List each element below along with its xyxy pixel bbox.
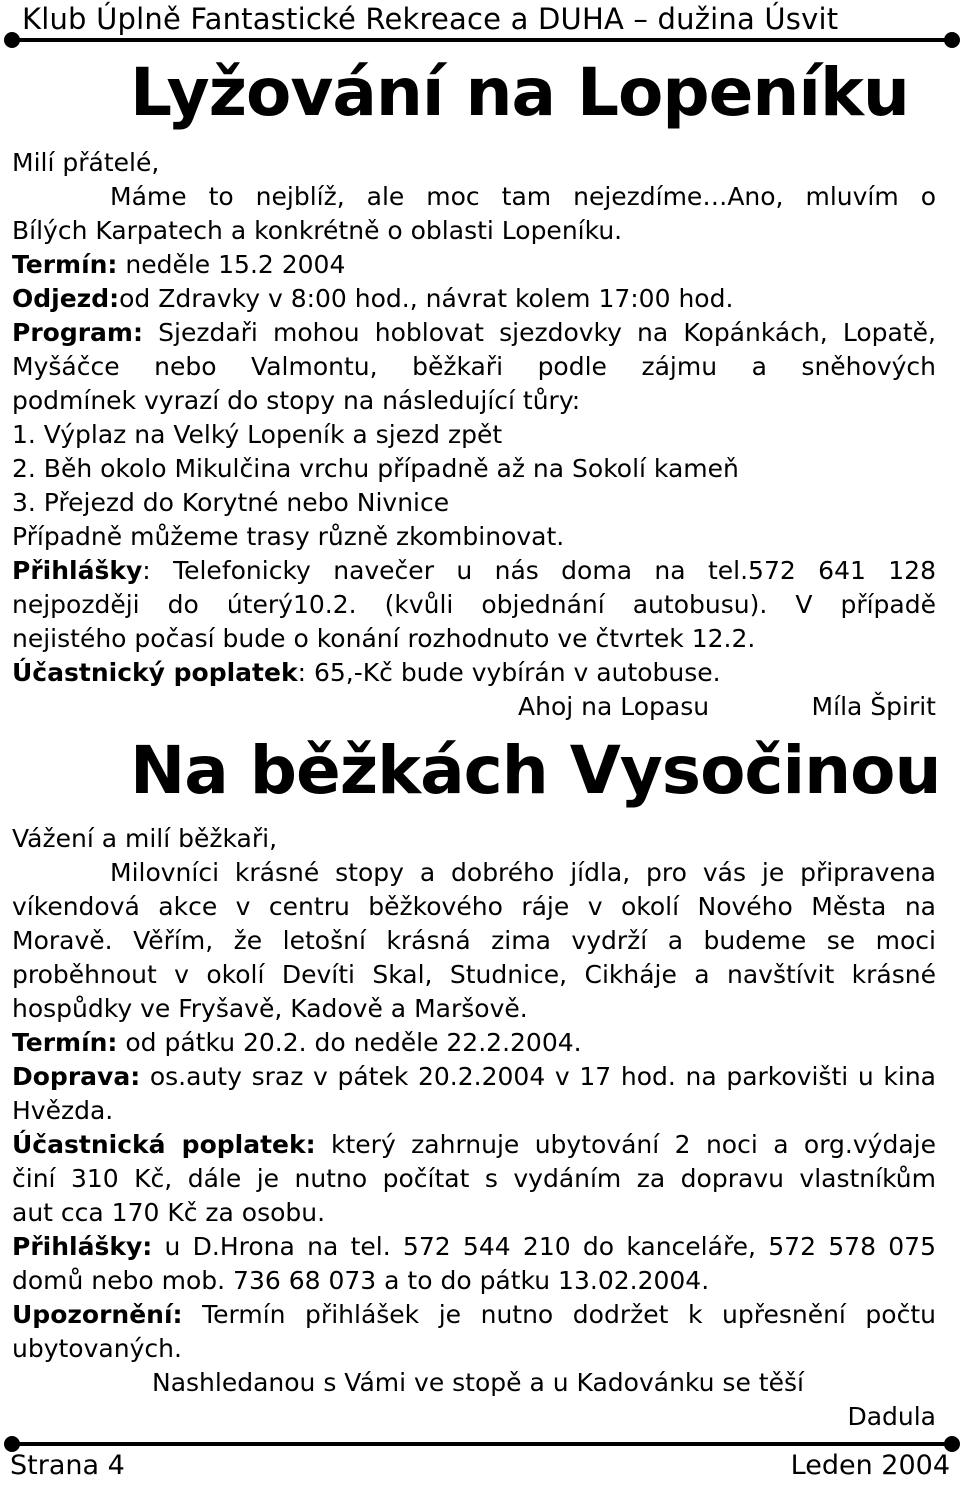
header-rule [10,38,950,42]
article2-title: Na běžkách Vysočinou [130,732,941,809]
tour-item: 2. Běh okolo Mikulčina vrchu případně až na Sokolí kameň [12,454,739,483]
article2-signup-line: domů nebo mob. 736 68 073 a to do pátku 13.02.2004. [12,1266,710,1295]
article2-signature: Dadula [847,1402,936,1431]
tour-item: 1. Výplaz na Velký Lopeník a sjezd zpět [12,420,503,449]
signup-text: u D.Hrona na tel. 572 544 210 do kanceláře, 572 578 075 [152,1232,936,1261]
article1-intro-line: Máme to nejblíž, ale moc tam nejezdíme…Ano, mluvím o [110,182,936,211]
article1-program [12,316,936,350]
signup-label: Přihlášky [12,556,143,585]
article2-intro-line: víkendová akce v centru běžkového ráje v okolí Nového Města na [12,892,936,921]
article2-intro-line: Moravě. Věřím, že letošní krásná zima vydrží a budeme se moci [12,926,936,955]
article1-term [12,248,936,282]
issue-date: Leden 2004 [790,1450,950,1481]
program-text: Sjezdaři mohou hoblovat sjezdovky na Kopánkách, Lopatě, [142,318,936,347]
term-label: Termín: [12,250,118,279]
term-label: Termín: [12,1028,118,1057]
notice-label: Upozornění: [12,1300,183,1329]
departure-value: od Zdravky v 8:00 hod., návrat kolem 17:00 hod. [119,284,734,313]
article2-term [12,1026,936,1060]
signup-label: Přihlášky: [12,1232,153,1261]
term-value: neděle 15.2 2004 [117,250,346,279]
article1-signature: Míla Špirit [811,692,936,721]
article2-greeting: Vážení a milí běžkaři, [12,824,278,853]
article1-title: Lyžování na Lopeníku [130,54,909,131]
article1-departure [12,282,936,316]
article1-program-line: podmínek vyrazí do stopy na následující tůry: [12,386,581,415]
article2-intro-line: Milovníci krásné stopy a dobrého jídla, pro vás je připravena [110,858,936,887]
club-header: Klub Úplně Fantastické Rekreace a DUHA – dužina Úsvit [22,2,839,36]
page-number: Strana 4 [10,1450,125,1481]
article1-signup-line: nejistého počasí bude o konání rozhodnuto ve čtvrtek 12.2. [12,624,756,653]
departure-label: Odjezd: [12,284,120,313]
footer-rule [10,1442,950,1446]
signup-text: : Telefonicky navečer u nás doma na tel.572 641 128 [142,556,936,585]
article2-notice-line: ubytovaných. [12,1334,182,1363]
article2-fee-line: činí 310 Kč, dále je nutno počítat s vydáním za dopravu vlastníkům [12,1164,936,1193]
transport-label: Doprava: [12,1062,141,1091]
article1-signup [12,554,936,588]
article2-notice [12,1298,936,1332]
rule-end-dot [944,32,960,48]
program-label: Program: [12,318,143,347]
fee-label: Účastnická poplatek: [12,1130,316,1159]
article1-intro-line: Bílých Karpatech a konkrétně o oblasti Lopeníku. [12,216,623,245]
article1-program-line: Myšáčce nebo Valmontu, běžkaři podle zájmu a sněhových [12,352,936,381]
term-value: od pátku 20.2. do neděle 22.2.2004. [117,1028,582,1057]
article1-combine: Případně můžeme trasy různě zkombinovat. [12,522,565,551]
article2-intro-line: hospůdky ve Fryšavě, Kadově a Maršově. [12,994,528,1023]
tour-item: 3. Přejezd do Korytné nebo Nivnice [12,488,450,517]
article1-fee [12,656,936,690]
article2-closing: Nashledanou s Vámi ve stopě a u Kadovánku se těší [152,1368,804,1397]
article2-fee-line: aut cca 170 Kč za osobu. [12,1198,326,1227]
fee-value: : 65,-Kč bude vybírán v autobuse. [297,658,721,687]
article2-fee [12,1128,936,1162]
article2-intro-line: proběhnout v okolí Devíti Skal, Studnice, Cikháje a navštívit krásné [12,960,936,989]
article2-transport-line: Hvězda. [12,1096,114,1125]
fee-label: Účastnický poplatek [12,658,298,687]
fee-text: který zahrnuje ubytování 2 noci a org.výdaje [315,1130,936,1159]
transport-text: os.auty sraz v pátek 20.2.2004 v 17 hod. na parkovišti u kina [140,1062,936,1091]
article1-signup-line: nejpozději do úterý10.2. (kvůli objednání autobusu). V případě [12,590,936,619]
article2-signup [12,1230,936,1264]
article2-transport [12,1060,936,1094]
article1-greeting: Milí přátelé, [12,148,160,177]
article1-closing: Ahoj na Lopasu [518,692,710,721]
notice-text: Termín přihlášek je nutno dodržet k upřesnění počtu [182,1300,936,1329]
